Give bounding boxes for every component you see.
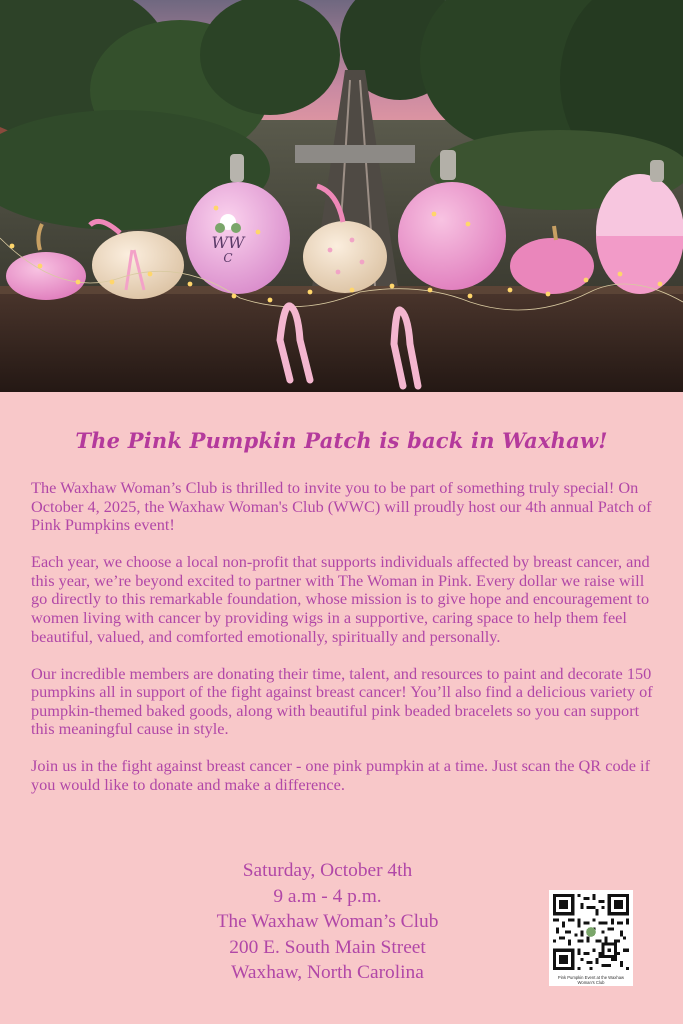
donation-qr-code[interactable] <box>549 890 633 986</box>
flyer-body <box>31 479 661 813</box>
hero-photo <box>0 0 683 392</box>
event-date: Saturday, October 4th <box>242 860 413 881</box>
event-details <box>90 858 565 986</box>
event-city: Waxhaw, North Carolina <box>231 962 424 984</box>
paragraph-partner: Each year, we choose a local non-profit that supports individuals affected by breast cancer, and this year, we’re beyond excited to partner with The Woman in Pink. Every dollar we raise will go directly to this remarkable foundation, whose mission is to give hope and encouragement to women living with cancer by providing wigs in a supportive, caring space to help them feel beautiful, valued, and comforted emotionally, spiritually and personally. <box>31 552 650 646</box>
flyer-title: The Pink Pumpkin Patch is back in Waxhaw! <box>75 428 608 453</box>
event-time: 9 a.m - 4 p.m. <box>273 885 382 907</box>
qr-code-icon <box>553 894 629 970</box>
event-venue: The Waxhaw Woman’s Club <box>216 911 439 933</box>
qr-caption: Pink Pumpkin Event at the Waxhaw Woman's Club <box>557 975 625 985</box>
paragraph-invite: The Waxhaw Woman’s Club is thrilled to invite you to be part of something truly special! On October 4, 2025, the Waxhaw Woman's Club (WWC) will proudly host our 4th annual Patch of Pink Pumpkins event! <box>31 478 652 535</box>
pumpkin-monogram-sub: C <box>223 251 233 265</box>
event-street: 200 E. South Main Street <box>229 936 426 958</box>
wooden-rail <box>0 286 683 392</box>
paragraph-members: Our incredible members are donating their time, talent, and resources to paint and decorate 150 pumpkins all in support of the fight against breast cancer! You’ll also find a delicious variety of pumpkin-themed baked goods, along with beautiful pink beaded bracelets so you can support this meaningful cause in style. <box>31 663 653 739</box>
paragraph-donate: Join us in the fight against breast cancer - one pink pumpkin at a time. Just scan the QR code if you would like to donate and make a difference. <box>31 756 650 794</box>
pumpkin-monogram: WW <box>211 233 245 252</box>
